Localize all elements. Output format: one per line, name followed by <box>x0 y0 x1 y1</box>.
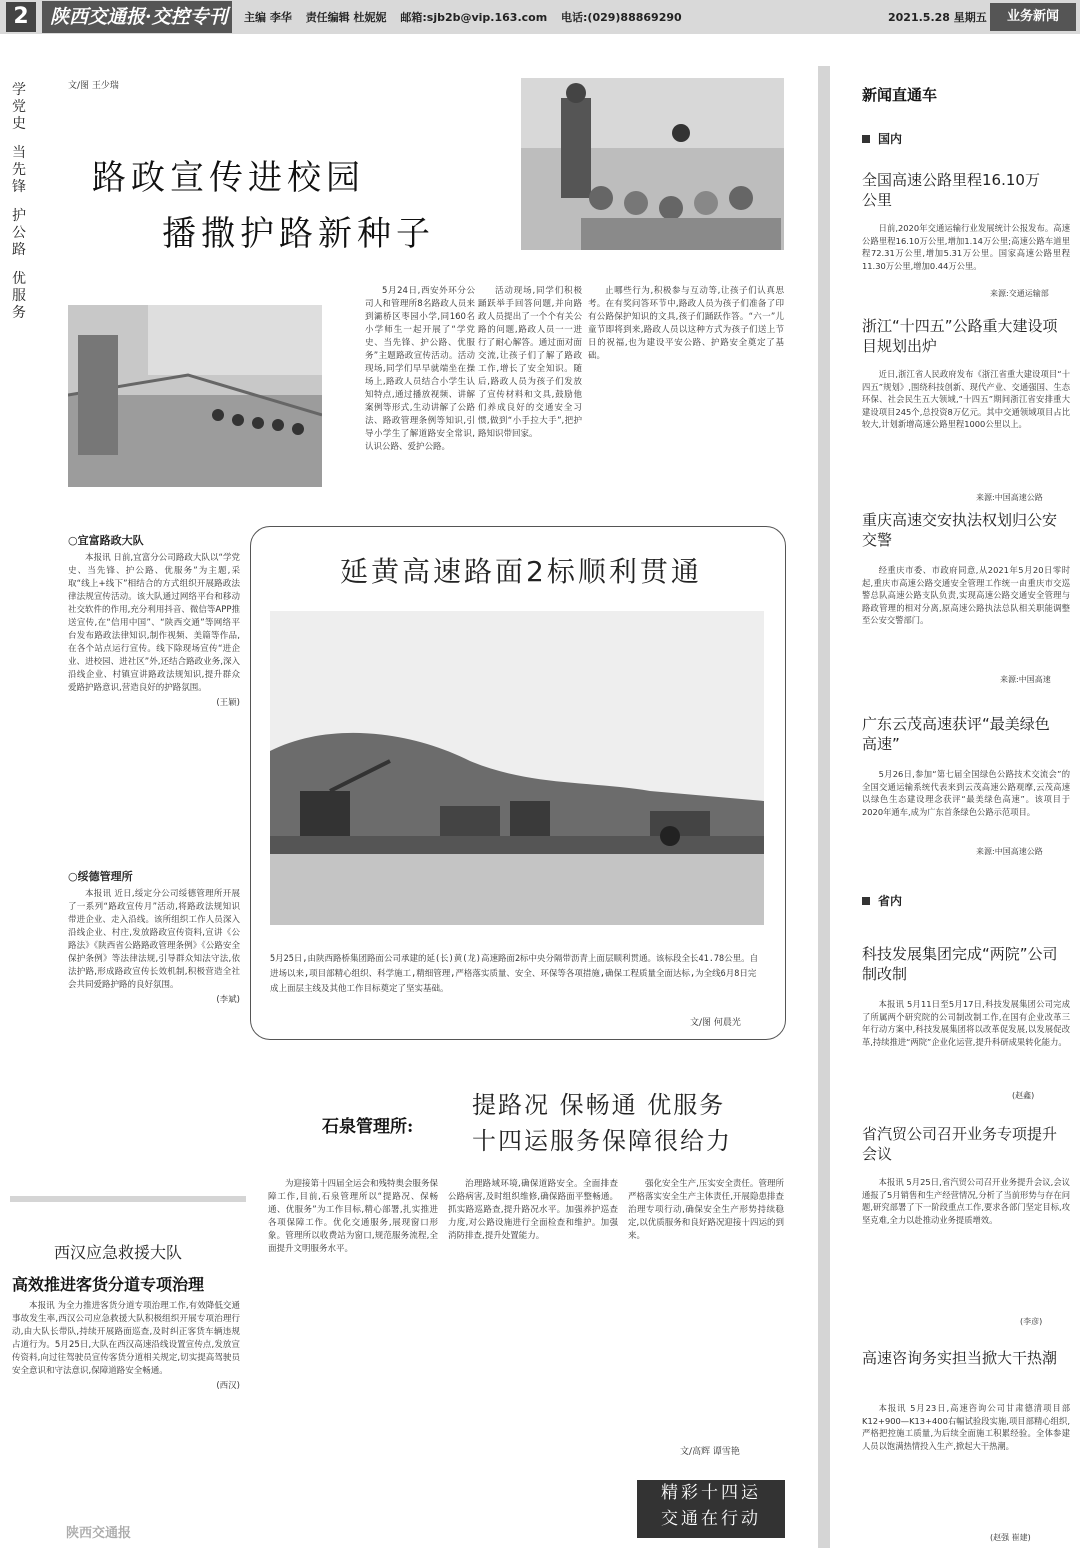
shiquan-title-line2: 十四运服务保障很给力 <box>472 1127 732 1155</box>
news-item-6-text: 本报讯 5月25日,省汽贸公司召开业务提升会议,会议通报了5月销售和生产经营情况,分析了当前形势与存在问题,研究部署了下一阶段重点工作,要求各部门坚定目标,攻坚克难,全力以赴推动业务提质增效。 <box>862 1177 1070 1225</box>
duty-editor: 责任编辑 杜妮妮 <box>305 11 387 24</box>
slogan-1: 学党史 <box>12 82 26 132</box>
slogan-4: 优服务 <box>12 271 26 321</box>
page-number: 2 <box>6 2 36 32</box>
news-item-5-text: 本报讯 5月11日至5月17日,科技发展集团公司完成了所属两个研究院的公司制改制工作,在国有企业改革三年行动方案中,科技发展集团将以改革促发展,以发展促改革,持续推进“两院”企业化运营,提升科研成果转化能力。 <box>862 999 1070 1047</box>
news-item-3-text: 经重庆市委、市政府同意,从2021年5月20日零时起,重庆市高速公路交通安全管理工作统一由重庆市交巡警总队高速公路支队负责,实现高速公路交通安全管理与路政管理的相对分离,原高速公路执法总队相关职能调整至公安交警部门。 <box>862 565 1070 625</box>
yichuan-body <box>68 552 240 852</box>
news-item-4-body <box>862 768 1070 840</box>
domestic-label: 国内 <box>862 130 902 147</box>
shiquan-col-2-text: 治理路域环境,确保道路安全。全面排查公路病害,及时组织维修,确保路面平整畅通。抓实路巡路查,提升路况水平。加强养护巡查力度,对公路设施进行全面检查和维护。加强消防排查,提升处置能力。 <box>448 1179 618 1241</box>
xijia-body <box>12 1300 240 1540</box>
news-item-2-body <box>862 368 1070 476</box>
phone: 电话:(029)88869290 <box>561 11 682 24</box>
lead-col-3 <box>588 285 784 485</box>
news-item-1-source: 来源:交通运输部 <box>990 289 1049 298</box>
playground-photo <box>68 305 322 487</box>
news-item-4-title: 广东云茂高速获评“最美绿色高速” <box>862 715 1050 753</box>
shiquan-col-1 <box>268 1178 438 1528</box>
column-divider <box>818 66 830 1548</box>
news-column-title: 新闻直通车 <box>862 86 938 104</box>
vertical-slogan <box>12 82 34 334</box>
suide-title: ○绥德管理所 <box>68 870 133 883</box>
news-item-7-text: 本报讯 5月23日,高速咨询公司甘肃德清项目部K12+900—K13+400右幅试验段实施,项目部精心组织,严格把控施工质量,为后续全面施工积累经验。全体参建人员以饱满热情投入生产,掀起大干热潮。 <box>862 1403 1070 1451</box>
banner-line1: 精彩十四运 <box>661 1483 761 1503</box>
shiquan-credit: 文/高辉 谭雪艳 <box>680 1447 740 1457</box>
news-item-6-title: 省汽贸公司召开业务专项提升会议 <box>862 1125 1058 1163</box>
news-item-4-source: 来源:中国高速公路 <box>976 847 1043 856</box>
banner-line2: 交通在行动 <box>661 1509 761 1529</box>
news-item-3-title: 重庆高速交安执法权划归公安交警 <box>862 511 1058 549</box>
news-item-2-text: 近日,浙江省人民政府发布《浙江省重大建设项目“十四五”规划》,围绕科技创新、现代产业、交通强国、生态环保、社会民生五大领域,“十四五”期间浙江省安排重大建设项目245个,总投资8万亿元。其中交通领域项目占比较大,计划新增高速公路里程1000公里以上。 <box>862 369 1070 429</box>
masthead <box>42 1 232 33</box>
lead-col-1 <box>365 285 475 485</box>
news-item-5-source: (赵鑫) <box>1012 1091 1035 1100</box>
xijia-sign: (西汉) <box>216 1381 240 1391</box>
page-header <box>0 0 1080 34</box>
news-item-7-body <box>862 1402 1070 1528</box>
yichuan-text: 本报讯 日前,宜富分公司路政大队以“学党史、当先锋、护公路、优服务”为主题,采取“线上+线下”相结合的方式组织开展路政法律法规宣传活动。该大队通过网络平台和移动社交软件的作用,充分利用抖音、微信等APP推送宣传,在“信用中国”、“陕西交通”等网络平台发布路政法律知识,制作视频、美篇等作品,在各个站点运行宣传。线下除现场宣传“进企业、进校园、进社区”外,还结合路政业务,深入沿线企业、村镇宣讲路政法规知识,提升群众爱路护路意识,营造良好的护路氛围。 <box>68 553 240 693</box>
shiquan-title-line1: 提路况 保畅通 优服务 <box>472 1091 726 1119</box>
lead-col-2 <box>478 285 582 485</box>
shiquan-col-2 <box>448 1178 618 1528</box>
news-item-5-body <box>862 998 1070 1084</box>
chief-editor: 主编 李华 <box>244 11 292 24</box>
slogan-2: 当先锋 <box>12 145 26 195</box>
masthead-name: 陕西交通报 <box>50 6 146 28</box>
suide-sign: (李斌) <box>216 995 240 1005</box>
yanhuang-credit: 文/图 何晨光 <box>690 1018 741 1028</box>
shiquan-col-1-text: 为迎接第十四届全运会和残特奥会服务保障工作,目前,石泉管理所以“提路况、保畅通、优服务”为工作目标,精心部署,扎实推进各项保障工作。优化交通服务,展现窗口形象。管理所以收费站为窗口,规范服务流程,全面提升文明服务水平。 <box>268 1179 439 1254</box>
xijia-text: 本报讯 为全力推进客货分道专项治理工作,有效降低交通事故发生率,西汉公司应急救援大队积极组织开展专项治理行动,由大队长带队,持续开展路面巡查,及时纠正客货车辆违规占道行为。5月25日,大队在西汉高速沿线设置宣传点,发放宣传资料,向过往驾驶员宣传客货分道相关规定,切实提高驾驶员安全意识和守法意识,保障道路安全畅通。 <box>12 1301 240 1376</box>
header-info <box>244 9 692 25</box>
yichuan-title: ○宜富路政大队 <box>68 534 144 547</box>
lead-col-3-text: 止哪些行为,积极参与互动等,让孩子们认真思考。在有奖问答环节中,路政人员为孩子们准备了印有公路保护知识的文具,孩子们踊跃作答。“六一”儿童节即将到来,路政人员以这种方式为孩子们送上节日的祝福,也为建设平安公路、护路安全奠定了基础。 <box>588 286 784 361</box>
provincial-label: 省内 <box>862 892 902 909</box>
news-item-5-title: 科技发展集团完成“两院”公司制改制 <box>862 945 1058 983</box>
yanhuang-title: 延黄高速路面2标顺利贯通 <box>340 555 702 588</box>
lead-title-line2: 播撒护路新种子 <box>162 214 435 254</box>
news-item-4-text: 5月26日,参加“第七届全国绿色公路技术交流会”的全国交通运输系统代表来到云茂高速公路观摩,云茂高速以绿色生态建设理念获评“最美绿色高速”。该项目于2020年通车,成为广东首条绿色公路示范项目。 <box>862 769 1070 817</box>
suide-text: 本报讯 近日,绥定分公司绥德管理所开展了一系列“路政宣传月”活动,将路政法规知识带进企业、走入沿线。该所组织工作人员深入沿线企业、村庄,发放路政宣传资料,宣讲《公路法》《陕西省公路路政管理条例》《公路安全保护条例》等法律法规,引导群众知法守法,依法护路,形成路政宣传长效机制,积极营造全社会共同爱路护路的良好氛围。 <box>68 889 240 990</box>
edition-name: ·交控专刊 <box>145 6 228 28</box>
news-item-6-source: (李彦) <box>1020 1317 1043 1326</box>
shiquan-col-3 <box>628 1178 784 1418</box>
school-photo <box>521 78 784 250</box>
lead-col-2-text: 活动现场,同学们积极踊跃举手回答问题,并向路政人员提出了一个个有关公路的问题,路政人员一一进行了耐心解答。通过面对面交流,让孩子们了解了路政工作,增长了安全知识。随后,路政人员为孩子们发放了宣传材料和文具,鼓励他们养成良好的交通安全习惯,做到“小手拉大手”,把护路知识带回家。 <box>478 286 582 439</box>
news-item-7-source: (赵强 崔建) <box>990 1533 1031 1542</box>
news-item-7-title: 高速咨询务实担当掀大干热潮 <box>862 1349 1058 1367</box>
news-item-2-source: 来源:中国高速公路 <box>976 493 1043 502</box>
news-item-1-title: 全国高速公路里程16.10万公里 <box>862 171 1040 209</box>
xijia-kicker: 西汉应急救援大队 <box>54 1243 183 1262</box>
issue-date: 2021.5.28 星期五 <box>888 11 987 24</box>
shiquan-col-3-text: 强化安全生产,压实安全责任。管理所严格落实安全生产主体责任,开展隐患排查治理专项行动,确保安全生产形势持续稳定,以优质服务和良好路况迎接十四运的到来。 <box>628 1179 784 1241</box>
yichuan-sign: (王颖) <box>216 698 240 708</box>
lead-col-1-text: 5月24日,西安外环分公司人和管理所8名路政人员来到灞桥区枣园小学,同160名小学师生一起开展了“学党史、当先锋、护公路、优服务”主题路政宣传活动。活动现场,同学们早早就端坐在操场上,路政人员结合小学生认知特点,通过播放视频、讲解案例等形式,生动讲解了公路法、路政管理条例等知识,引导小学生了解道路安全常识,认识公路、爱护公路。 <box>365 286 475 452</box>
paving-photo <box>270 611 764 925</box>
news-item-3-body <box>862 564 1070 668</box>
news-item-6-body <box>862 1176 1070 1308</box>
slogan-3: 护公路 <box>12 208 26 258</box>
email: 邮箱:sjb2b@vip.163.com <box>400 11 548 24</box>
news-item-3-source: 来源:中国高速 <box>1000 675 1051 684</box>
watermark: 陕西交通报 <box>66 1526 132 1541</box>
lead-byline: 文/图 王少瑞 <box>68 81 119 91</box>
yanhuang-caption: 5月25日,由陕西路桥集团路面公司承建的延(长)黄(龙)高速路面2标中央分隔带沥青上面层顺利贯通。该标段全长41.78公里。自进场以来,项目部精心组织、科学施工,精细管理,严格落实质量、安全、环保等各项措施,确保工程质量全面达标,为全线6月8日完成上面层主线及其他工作目标奠定了坚实基础。 <box>270 954 759 994</box>
xijia-divider <box>10 1196 246 1202</box>
news-item-1-text: 日前,2020年交通运输行业发展统计公报发布。高速公路里程16.10万公里,增加1.14万公里;高速公路车道里程72.31万公里,增加5.31万公里。国家高速公路里程11.30万公里,增加0.44万公里。 <box>862 223 1070 271</box>
shiquan-label: 石泉管理所: <box>322 1117 414 1137</box>
games-banner <box>637 1480 785 1538</box>
lead-title-line1: 路政宣传进校园 <box>92 158 365 198</box>
section-name: 业务新闻 <box>990 3 1076 31</box>
news-item-1-body <box>862 222 1070 282</box>
suide-body <box>68 888 240 1148</box>
news-item-2-title: 浙江“十四五”公路重大建设项目规划出炉 <box>862 317 1058 355</box>
xijia-title: 高效推进客货分道专项治理 <box>12 1275 205 1294</box>
